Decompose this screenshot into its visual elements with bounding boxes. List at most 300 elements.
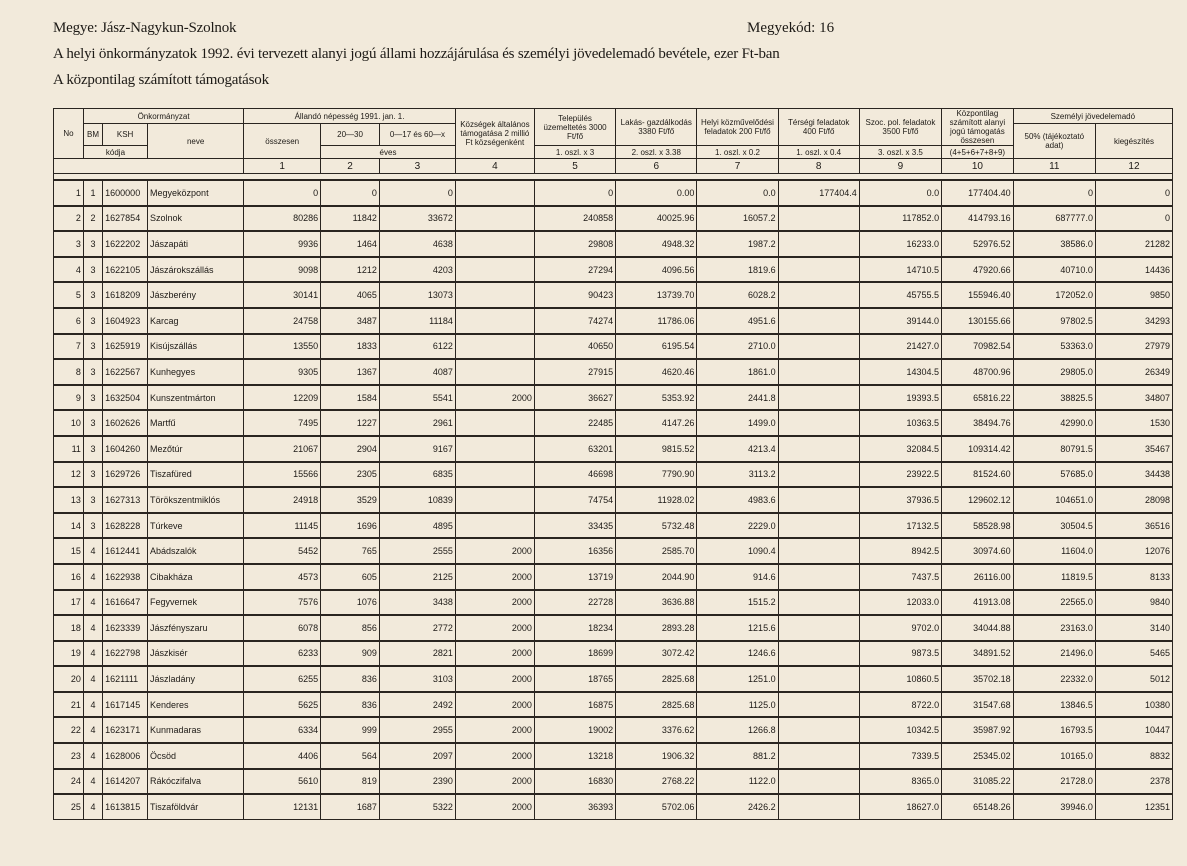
col-no: No [54, 109, 84, 159]
cell-neve: Fegyvernek [148, 590, 244, 616]
cell-kieg: 5012 [1095, 666, 1172, 692]
cell-tersegi [778, 538, 859, 564]
table-row [54, 462, 1173, 488]
cell-telepules: 36627 [534, 385, 615, 411]
document-subtitle: A központilag számított támogatások [53, 72, 269, 88]
cell-20-30: 856 [321, 615, 380, 641]
table-row [54, 743, 1173, 769]
cell-neve: Kunszentmárton [148, 385, 244, 411]
cell-helyi: 1499.0 [697, 410, 778, 436]
col-szoc-sub: 3. oszl. x 3.5 [859, 146, 941, 159]
cell-helyi: 6028.2 [697, 282, 778, 308]
cell-osszesen: 5625 [244, 692, 321, 718]
cell-szoc: 9702.0 [859, 615, 941, 641]
cell-tersegi [778, 282, 859, 308]
cell-tersegi [778, 641, 859, 667]
cell-20-30: 819 [321, 769, 380, 795]
cell-osszesen: 6233 [244, 641, 321, 667]
cell-kozsegek [455, 359, 534, 385]
table-row [54, 769, 1173, 795]
cell-ksh: 1627854 [103, 206, 148, 232]
cell-neve: Kisújszállás [148, 334, 244, 360]
cell-osszesen: 4406 [244, 743, 321, 769]
cell-no: 11 [54, 436, 84, 462]
cell-20-30: 836 [321, 692, 380, 718]
cell-kozsegek: 2000 [455, 717, 534, 743]
cell-helyi: 1987.2 [697, 231, 778, 257]
cell-lakas: 4147.26 [616, 410, 697, 436]
cell-no: 6 [54, 308, 84, 334]
cell-szoc: 9873.5 [859, 641, 941, 667]
cell-ksh: 1613815 [103, 794, 148, 819]
cell-kozsegek: 2000 [455, 692, 534, 718]
cell-szoc: 18627.0 [859, 794, 941, 819]
cell-no: 21 [54, 692, 84, 718]
cell-0-17: 10839 [379, 487, 455, 513]
cell-20-30: 999 [321, 717, 380, 743]
cell-osszesen: 80286 [244, 206, 321, 232]
cell-no: 15 [54, 538, 84, 564]
cell-0-17: 4203 [379, 257, 455, 283]
cell-0-17: 4638 [379, 231, 455, 257]
cell-kozsegek [455, 257, 534, 283]
cell-20-30: 1687 [321, 794, 380, 819]
cell-kozsegek [455, 487, 534, 513]
table-row [54, 666, 1173, 692]
cell-telepules: 240858 [534, 206, 615, 232]
cell-0-17: 3438 [379, 590, 455, 616]
cell-lakas: 2585.70 [616, 538, 697, 564]
table-row [54, 359, 1173, 385]
cell-szoc: 16233.0 [859, 231, 941, 257]
cell-helyi: 1861.0 [697, 359, 778, 385]
cell-no: 24 [54, 769, 84, 795]
cell-kozponti: 65148.26 [942, 794, 1014, 819]
cell-telepules: 0 [534, 180, 615, 206]
cell-ksh: 1612441 [103, 538, 148, 564]
cell-kieg: 8133 [1095, 564, 1172, 590]
cell-lakas: 11928.02 [616, 487, 697, 513]
cell-lakas: 13739.70 [616, 282, 697, 308]
cell-helyi: 2426.2 [697, 794, 778, 819]
cell-szja50: 22332.0 [1013, 666, 1095, 692]
cell-szoc: 19393.5 [859, 385, 941, 411]
cell-ksh: 1618209 [103, 282, 148, 308]
cell-bm: 3 [83, 487, 102, 513]
col-tersegi: Térségi feladatok 400 Ft/fő [778, 109, 859, 146]
cell-kozponti: 414793.16 [942, 206, 1014, 232]
cell-bm: 3 [83, 385, 102, 411]
table-row [54, 538, 1173, 564]
col-allando: Állandó népesség 1991. jan. 1. [244, 109, 456, 124]
cell-kozsegek [455, 231, 534, 257]
cell-szja50: 21496.0 [1013, 641, 1095, 667]
cell-kieg: 12351 [1095, 794, 1172, 819]
cell-20-30: 11842 [321, 206, 380, 232]
cell-osszesen: 5610 [244, 769, 321, 795]
cell-0-17: 2492 [379, 692, 455, 718]
table-row [54, 641, 1173, 667]
cell-szoc: 7339.5 [859, 743, 941, 769]
cell-no: 17 [54, 590, 84, 616]
cell-tersegi [778, 257, 859, 283]
table-row [54, 717, 1173, 743]
cell-neve: Karcag [148, 308, 244, 334]
cell-szja50: 38586.0 [1013, 231, 1095, 257]
cell-ksh: 1625919 [103, 334, 148, 360]
cell-lakas: 2893.28 [616, 615, 697, 641]
table-body [54, 180, 1173, 819]
cell-osszesen: 15566 [244, 462, 321, 488]
cell-szoc: 45755.5 [859, 282, 941, 308]
cell-szoc: 7437.5 [859, 564, 941, 590]
cell-szoc: 8722.0 [859, 692, 941, 718]
col-kozponti: Központilag számított alanyi jogú támogatás összesen [942, 109, 1014, 146]
cell-tersegi [778, 231, 859, 257]
cell-helyi: 1125.0 [697, 692, 778, 718]
table-row [54, 206, 1173, 232]
cell-0-17: 2961 [379, 410, 455, 436]
cell-kieg: 9840 [1095, 590, 1172, 616]
cell-neve: Kunhegyes [148, 359, 244, 385]
cell-no: 3 [54, 231, 84, 257]
cell-ksh: 1622105 [103, 257, 148, 283]
cell-bm: 4 [83, 692, 102, 718]
cell-telepules: 18234 [534, 615, 615, 641]
cell-kieg: 5465 [1095, 641, 1172, 667]
cell-kozsegek [455, 206, 534, 232]
cell-osszesen: 9098 [244, 257, 321, 283]
cell-bm: 4 [83, 538, 102, 564]
cell-ksh: 1621111 [103, 666, 148, 692]
table-row [54, 513, 1173, 539]
cell-bm: 3 [83, 308, 102, 334]
cell-tersegi [778, 564, 859, 590]
cell-no: 8 [54, 359, 84, 385]
col-lakas: Lakás- gazdálkodás 3380 Ft/fő [616, 109, 697, 146]
cell-ksh: 1604923 [103, 308, 148, 334]
cell-lakas: 4096.56 [616, 257, 697, 283]
cell-0-17: 2125 [379, 564, 455, 590]
cell-szja50: 104651.0 [1013, 487, 1095, 513]
cell-lakas: 40025.96 [616, 206, 697, 232]
col-lakas-sub: 2. oszl. x 3.38 [616, 146, 697, 159]
table-row [54, 487, 1173, 513]
cell-kozsegek: 2000 [455, 590, 534, 616]
cell-20-30: 1212 [321, 257, 380, 283]
table-row [54, 615, 1173, 641]
cell-szja50: 0 [1013, 180, 1095, 206]
col-num: 12 [1095, 159, 1172, 174]
cell-helyi: 2441.8 [697, 385, 778, 411]
cell-kozponti: 109314.42 [942, 436, 1014, 462]
cell-helyi: 4213.4 [697, 436, 778, 462]
cell-bm: 4 [83, 666, 102, 692]
cell-ksh: 1623339 [103, 615, 148, 641]
cell-0-17: 5541 [379, 385, 455, 411]
cell-szoc: 17132.5 [859, 513, 941, 539]
cell-bm: 3 [83, 282, 102, 308]
cell-0-17: 2821 [379, 641, 455, 667]
cell-no: 20 [54, 666, 84, 692]
cell-telepules: 22485 [534, 410, 615, 436]
cell-tersegi [778, 462, 859, 488]
cell-20-30: 0 [321, 180, 380, 206]
cell-osszesen: 24758 [244, 308, 321, 334]
cell-bm: 4 [83, 769, 102, 795]
cell-kozponti: 31085.22 [942, 769, 1014, 795]
cell-helyi: 1215.6 [697, 615, 778, 641]
cell-neve: Cibakháza [148, 564, 244, 590]
cell-20-30: 3487 [321, 308, 380, 334]
table-row [54, 180, 1173, 206]
cell-szja50: 97802.5 [1013, 308, 1095, 334]
cell-ksh: 1616647 [103, 590, 148, 616]
cell-szoc: 10860.5 [859, 666, 941, 692]
cell-kozponti: 129602.12 [942, 487, 1014, 513]
cell-osszesen: 6334 [244, 717, 321, 743]
cell-0-17: 2390 [379, 769, 455, 795]
cell-20-30: 2305 [321, 462, 380, 488]
cell-neve: Jászkisér [148, 641, 244, 667]
cell-20-30: 765 [321, 538, 380, 564]
cell-0-17: 0 [379, 180, 455, 206]
cell-szja50: 40710.0 [1013, 257, 1095, 283]
cell-kozponti: 25345.02 [942, 743, 1014, 769]
cell-telepules: 19002 [534, 717, 615, 743]
cell-lakas: 2768.22 [616, 769, 697, 795]
cell-telepules: 22728 [534, 590, 615, 616]
cell-helyi: 1515.2 [697, 590, 778, 616]
cell-osszesen: 6255 [244, 666, 321, 692]
cell-20-30: 836 [321, 666, 380, 692]
cell-szja50: 11819.5 [1013, 564, 1095, 590]
cell-ksh: 1628228 [103, 513, 148, 539]
cell-szja50: 30504.5 [1013, 513, 1095, 539]
cell-telepules: 16875 [534, 692, 615, 718]
col-kodja: kódja [83, 146, 147, 159]
cell-szoc: 12033.0 [859, 590, 941, 616]
cell-tersegi [778, 743, 859, 769]
cell-telepules: 63201 [534, 436, 615, 462]
cell-bm: 3 [83, 513, 102, 539]
cell-no: 18 [54, 615, 84, 641]
cell-szoc: 32084.5 [859, 436, 941, 462]
cell-tersegi [778, 308, 859, 334]
cell-szja50: 29805.0 [1013, 359, 1095, 385]
cell-kozponti: 81524.60 [942, 462, 1014, 488]
cell-no: 13 [54, 487, 84, 513]
data-table [53, 108, 1173, 820]
cell-no: 22 [54, 717, 84, 743]
cell-bm: 4 [83, 717, 102, 743]
cell-helyi: 16057.2 [697, 206, 778, 232]
cell-neve: Szolnok [148, 206, 244, 232]
cell-szoc: 21427.0 [859, 334, 941, 360]
cell-szja50: 11604.0 [1013, 538, 1095, 564]
cell-kozsegek [455, 410, 534, 436]
cell-kozponti: 31547.68 [942, 692, 1014, 718]
cell-kozsegek: 2000 [455, 794, 534, 819]
cell-helyi: 0.0 [697, 180, 778, 206]
cell-neve: Túrkeve [148, 513, 244, 539]
cell-0-17: 3103 [379, 666, 455, 692]
cell-no: 10 [54, 410, 84, 436]
cell-helyi: 4951.6 [697, 308, 778, 334]
col-kozsegek: Községek általános támogatása 2 millió Ft községenként [455, 109, 534, 159]
cell-telepules: 46698 [534, 462, 615, 488]
cell-tersegi [778, 206, 859, 232]
cell-telepules: 29808 [534, 231, 615, 257]
cell-helyi: 1122.0 [697, 769, 778, 795]
cell-0-17: 2097 [379, 743, 455, 769]
cell-0-17: 6122 [379, 334, 455, 360]
cell-kozsegek: 2000 [455, 538, 534, 564]
cell-ksh: 1614207 [103, 769, 148, 795]
col-num: 9 [859, 159, 941, 174]
table-row [54, 410, 1173, 436]
cell-kozponti: 177404.40 [942, 180, 1014, 206]
cell-no: 14 [54, 513, 84, 539]
cell-ksh: 1622567 [103, 359, 148, 385]
cell-bm: 1 [83, 180, 102, 206]
cell-szoc: 8942.5 [859, 538, 941, 564]
cell-lakas: 3636.88 [616, 590, 697, 616]
cell-tersegi [778, 794, 859, 819]
cell-neve: Kunmadaras [148, 717, 244, 743]
cell-ksh: 1629726 [103, 462, 148, 488]
cell-szja50: 80791.5 [1013, 436, 1095, 462]
cell-kozsegek: 2000 [455, 666, 534, 692]
cell-bm: 3 [83, 257, 102, 283]
cell-telepules: 18765 [534, 666, 615, 692]
cell-szja50: 16793.5 [1013, 717, 1095, 743]
cell-no: 1 [54, 180, 84, 206]
cell-bm: 4 [83, 794, 102, 819]
cell-kieg: 34438 [1095, 462, 1172, 488]
col-kozponti-sub: (4+5+6+7+8+9) [942, 146, 1014, 159]
cell-neve: Törökszentmiklós [148, 487, 244, 513]
cell-ksh: 1632504 [103, 385, 148, 411]
cell-osszesen: 7576 [244, 590, 321, 616]
cell-kieg: 35467 [1095, 436, 1172, 462]
cell-kozponti: 26116.00 [942, 564, 1014, 590]
cell-kieg: 34293 [1095, 308, 1172, 334]
cell-no: 19 [54, 641, 84, 667]
cell-szja50: 42990.0 [1013, 410, 1095, 436]
cell-szja50: 53363.0 [1013, 334, 1095, 360]
cell-kozsegek: 2000 [455, 769, 534, 795]
cell-kozponti: 130155.66 [942, 308, 1014, 334]
cell-neve: Jászapáti [148, 231, 244, 257]
cell-ksh: 1627313 [103, 487, 148, 513]
cell-neve: Megyeközpont [148, 180, 244, 206]
cell-szoc: 14710.5 [859, 257, 941, 283]
cell-lakas: 4948.32 [616, 231, 697, 257]
cell-kozponti: 34044.88 [942, 615, 1014, 641]
cell-kieg: 10380 [1095, 692, 1172, 718]
cell-osszesen: 9305 [244, 359, 321, 385]
cell-neve: Abádszalók [148, 538, 244, 564]
cell-20-30: 909 [321, 641, 380, 667]
cell-osszesen: 6078 [244, 615, 321, 641]
cell-tersegi [778, 769, 859, 795]
cell-kozponti: 47920.66 [942, 257, 1014, 283]
table-header [54, 109, 1173, 181]
cell-0-17: 4087 [379, 359, 455, 385]
cell-ksh: 1628006 [103, 743, 148, 769]
cell-kozsegek: 2000 [455, 564, 534, 590]
cell-telepules: 18699 [534, 641, 615, 667]
cell-osszesen: 0 [244, 180, 321, 206]
cell-no: 2 [54, 206, 84, 232]
cell-kozsegek: 2000 [455, 641, 534, 667]
cell-kozsegek [455, 513, 534, 539]
cell-ksh: 1617145 [103, 692, 148, 718]
cell-telepules: 16830 [534, 769, 615, 795]
cell-kieg: 1530 [1095, 410, 1172, 436]
table-row [54, 385, 1173, 411]
table-row [54, 282, 1173, 308]
cell-lakas: 2825.68 [616, 666, 697, 692]
col-num: 1 [244, 159, 321, 174]
cell-tersegi [778, 717, 859, 743]
cell-lakas: 1906.32 [616, 743, 697, 769]
cell-neve: Öcsöd [148, 743, 244, 769]
cell-0-17: 6835 [379, 462, 455, 488]
cell-tersegi [778, 334, 859, 360]
cell-szja50: 687777.0 [1013, 206, 1095, 232]
county-name: Megye: Jász-Nagykun-Szolnok [53, 20, 237, 36]
cell-no: 4 [54, 257, 84, 283]
cell-20-30: 1076 [321, 590, 380, 616]
cell-tersegi [778, 615, 859, 641]
cell-no: 9 [54, 385, 84, 411]
cell-bm: 4 [83, 641, 102, 667]
col-szja50: 50% (tájékoztató adat) [1013, 124, 1095, 159]
cell-helyi: 1090.4 [697, 538, 778, 564]
table-row [54, 231, 1173, 257]
cell-szja50: 57685.0 [1013, 462, 1095, 488]
cell-osszesen: 21067 [244, 436, 321, 462]
cell-kieg: 10447 [1095, 717, 1172, 743]
cell-20-30: 1227 [321, 410, 380, 436]
col-helyi-sub: 1. oszl. x 0.2 [697, 146, 778, 159]
cell-kozponti: 52976.52 [942, 231, 1014, 257]
cell-ksh: 1622798 [103, 641, 148, 667]
col-onkormanyzat: Önkormányzat [83, 109, 243, 124]
cell-helyi: 2229.0 [697, 513, 778, 539]
cell-helyi: 1819.6 [697, 257, 778, 283]
cell-osszesen: 7495 [244, 410, 321, 436]
cell-ksh: 1602626 [103, 410, 148, 436]
cell-kozponti: 30974.60 [942, 538, 1014, 564]
cell-ksh: 1623171 [103, 717, 148, 743]
cell-kieg: 2378 [1095, 769, 1172, 795]
col-eves: éves [321, 146, 456, 159]
cell-20-30: 1833 [321, 334, 380, 360]
cell-osszesen: 30141 [244, 282, 321, 308]
table-row [54, 590, 1173, 616]
cell-osszesen: 12209 [244, 385, 321, 411]
cell-telepules: 13719 [534, 564, 615, 590]
col-szja: Személyi jövedelemadó [1013, 109, 1172, 124]
cell-no: 25 [54, 794, 84, 819]
cell-helyi: 914.6 [697, 564, 778, 590]
cell-lakas: 5353.92 [616, 385, 697, 411]
table-row [54, 257, 1173, 283]
cell-szoc: 37936.5 [859, 487, 941, 513]
